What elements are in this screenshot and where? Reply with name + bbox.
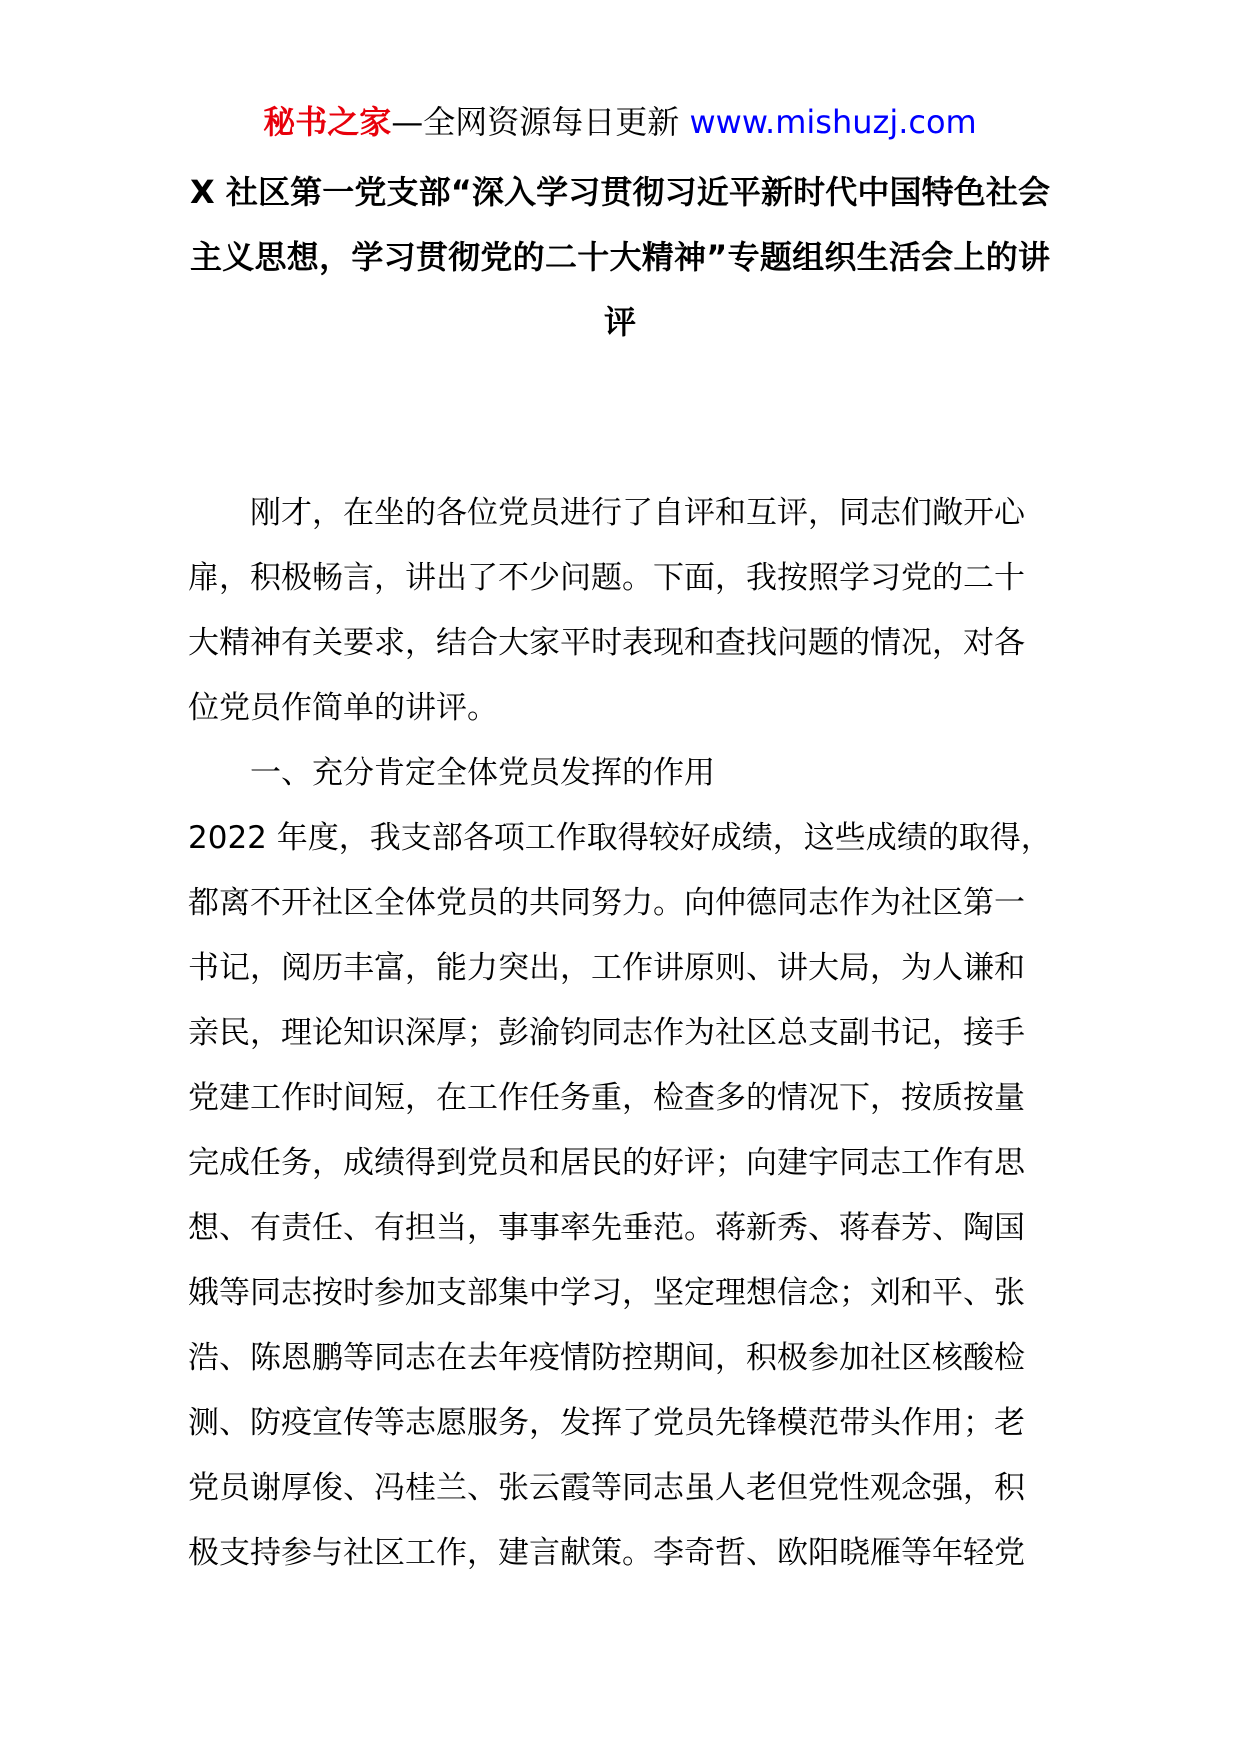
title-line: X 社区第一党支部“深入学习贯彻习近平新时代中国特色社会 — [190, 173, 1050, 211]
body-line: 极支持参与社区工作，建言献策。李奇哲、欧阳晓雁等年轻党 — [188, 1535, 1025, 1571]
body-line: 想、有责任、有担当，事事率先垂范。蒋新秀、蒋春芳、陶国 — [188, 1210, 1025, 1246]
body-line: 娥等同志按时参加支部集中学习，坚定理想信念；刘和平、张 — [188, 1275, 1025, 1311]
document-title — [190, 160, 1050, 355]
body-line: 亲民，理论知识深厚；彭渝钧同志作为社区总支副书记，接手 — [188, 1015, 1025, 1051]
site-url[interactable]: www.mishuzj.com — [689, 103, 977, 141]
title-line: 主义思想，学习贯彻党的二十大精神”专题组织生活会上的讲 — [190, 238, 1050, 276]
body-line: 党员谢厚俊、冯桂兰、张云霞等同志虽人老但党性观念强，积 — [188, 1470, 1025, 1506]
title-line: 评 — [603, 303, 636, 341]
body-line: 书记，阅历丰富，能力突出，工作讲原则、讲大局，为人谦和 — [188, 950, 1025, 986]
body-line: 浩、陈恩鹏等同志在去年疫情防控期间，积极参加社区核酸检 — [188, 1340, 1025, 1376]
site-tagline: —全网资源每日更新 — [391, 103, 680, 141]
body-line: 完成任务，成绩得到党员和居民的好评；向建宇同志工作有思 — [188, 1145, 1025, 1181]
body-line: 党建工作时间短，在工作任务重，检查多的情况下，按质按量 — [188, 1080, 1025, 1116]
body-line: 位党员作简单的讲评。 — [188, 690, 498, 726]
body-line: 大精神有关要求，结合大家平时表现和查找问题的情况，对各 — [188, 625, 1025, 661]
section-heading: 一、充分肯定全体党员发挥的作用 — [188, 755, 715, 791]
site-brand: 秘书之家 — [263, 103, 392, 141]
body-line: 2022 年度，我支部各项工作取得较好成绩，这些成绩的取得， — [188, 820, 1052, 856]
site-header — [0, 98, 1240, 146]
document-body — [188, 481, 1068, 1586]
body-line: 刚才，在坐的各位党员进行了自评和互评，同志们敞开心 — [188, 495, 1025, 531]
body-line: 扉，积极畅言，讲出了不少问题。下面，我按照学习党的二十 — [188, 560, 1025, 596]
body-line: 都离不开社区全体党员的共同努力。向仲德同志作为社区第一 — [188, 885, 1025, 921]
body-line: 测、防疫宣传等志愿服务，发挥了党员先锋模范带头作用；老 — [188, 1405, 1025, 1441]
